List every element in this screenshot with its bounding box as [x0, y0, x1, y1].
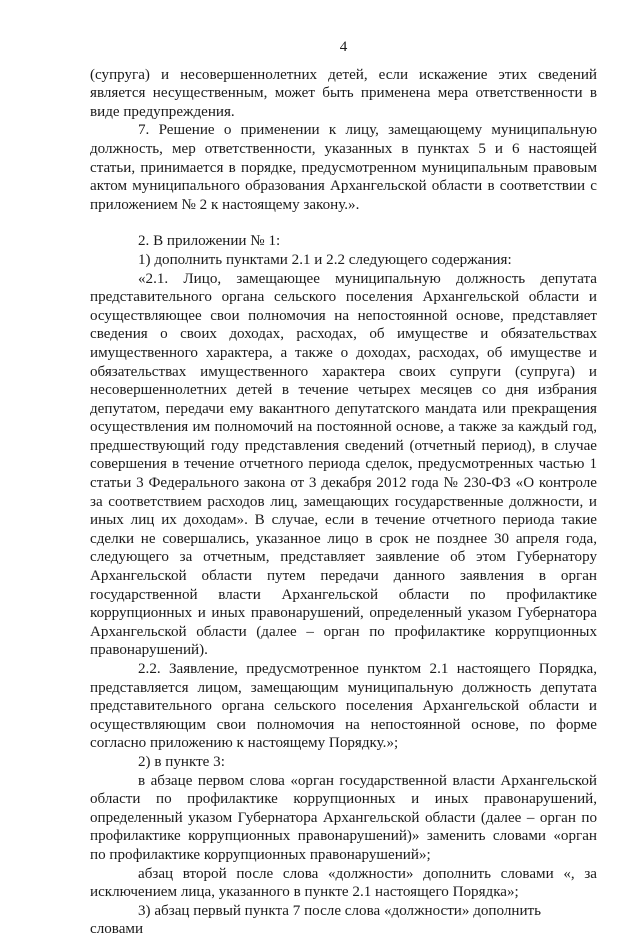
paragraph-abzac-1: в абзаце первом слова «орган государственной власти Архангельской области по профилактике коррупционных и иных правонарушений, определенный указом Губернатора Архангельской области (далее – орган по профилактике коррупционных правонарушений)» заменить словами «орган по профилактике коррупционных правонарушений»;: [90, 772, 597, 863]
paragraph-point-2-1: «2.1. Лицо, замещающее муниципальную должность депутата представительного органа сельского поселения Архангельской области и осуществляющее свои полномочия на непостоянной основе, представляет сведения о своих доходах, расходах, об имуществе и обязательствах имущественного характера, а также о доходах, расходах, об имуществе и обязательствах имущественного характера своих супруги (супруга) и несовершеннолетних детей в течение четырех месяцев со дня избрания депутатом, передачи ему вакантного депутатского мандата или прекращения осуществления им полномочий на постоянной основе, а также за каждый год, предшествующий году представления сведений (отчетный период), в случае совершения в течение отчетного периода сделок, предусмотренных частью 1 статьи 3 Федерального закона от 3 декабря 2012 года № 230-ФЗ «О контроле за соответствием расходов лиц, замещающих государственные должности, и иных лиц их доходам». В случае, если в течение отчетного периода такие сделки не совершались, указанное лицо в срок не позднее 30 апреля года, следующего за отчетным, представляет заявление об этом Губернатору Архангельской области путем передачи данного заявления в орган государственной власти Архангельской области по профилактике коррупционных и иных правонарушений, определенный указом Губернатора Архангельской области (далее – орган по профилактике коррупционных правонарушений).: [90, 270, 597, 659]
paragraph-abzac-2: абзац второй после слова «должности» дополнить словами «, за исключением лица, указанного в пункте 2.1 настоящего Порядка»;: [90, 865, 597, 901]
paragraph-point-2-2: 2.2. Заявление, предусмотренное пунктом 2.1 настоящего Порядка, представляется лицом, замещающим муниципальную должность депутата представительного органа сельского поселения Архангельской области и осуществляющим свои полномочия на непостоянной основе, по форме согласно приложению к настоящему Порядку.»;: [90, 661, 597, 752]
page-number: 4: [339, 39, 348, 55]
paragraph-subitem-1: 1) дополнить пунктами 2.1 и 2.2 следующего содержания:: [138, 251, 512, 268]
paragraph-continuation: (супруга) и несовершеннолетних детей, если искажение этих сведений является несущественным, может быть применена мера ответственности в виде предупреждения.: [90, 66, 597, 120]
paragraph-subitem-2: 2) в пункте 3:: [138, 753, 225, 770]
paragraph-subitem-3: 3) абзац первый пункта 7 после слова «должности» дополнить словами: [90, 902, 542, 938]
paragraph-item-7: 7. Решение о применении к лицу, замещающему муниципальную должность, мер ответственности, указанных в пунктах 5 и 6 настоящей статьи, принимается в порядке, предусмотренном муниципальным правовым актом муниципального образования Архангельской области в соответствии с приложением № 2 к настоящему закону.».: [90, 122, 597, 213]
section-gap: [90, 214, 597, 232]
paragraph-section-2: 2. В приложении № 1:: [138, 233, 281, 250]
